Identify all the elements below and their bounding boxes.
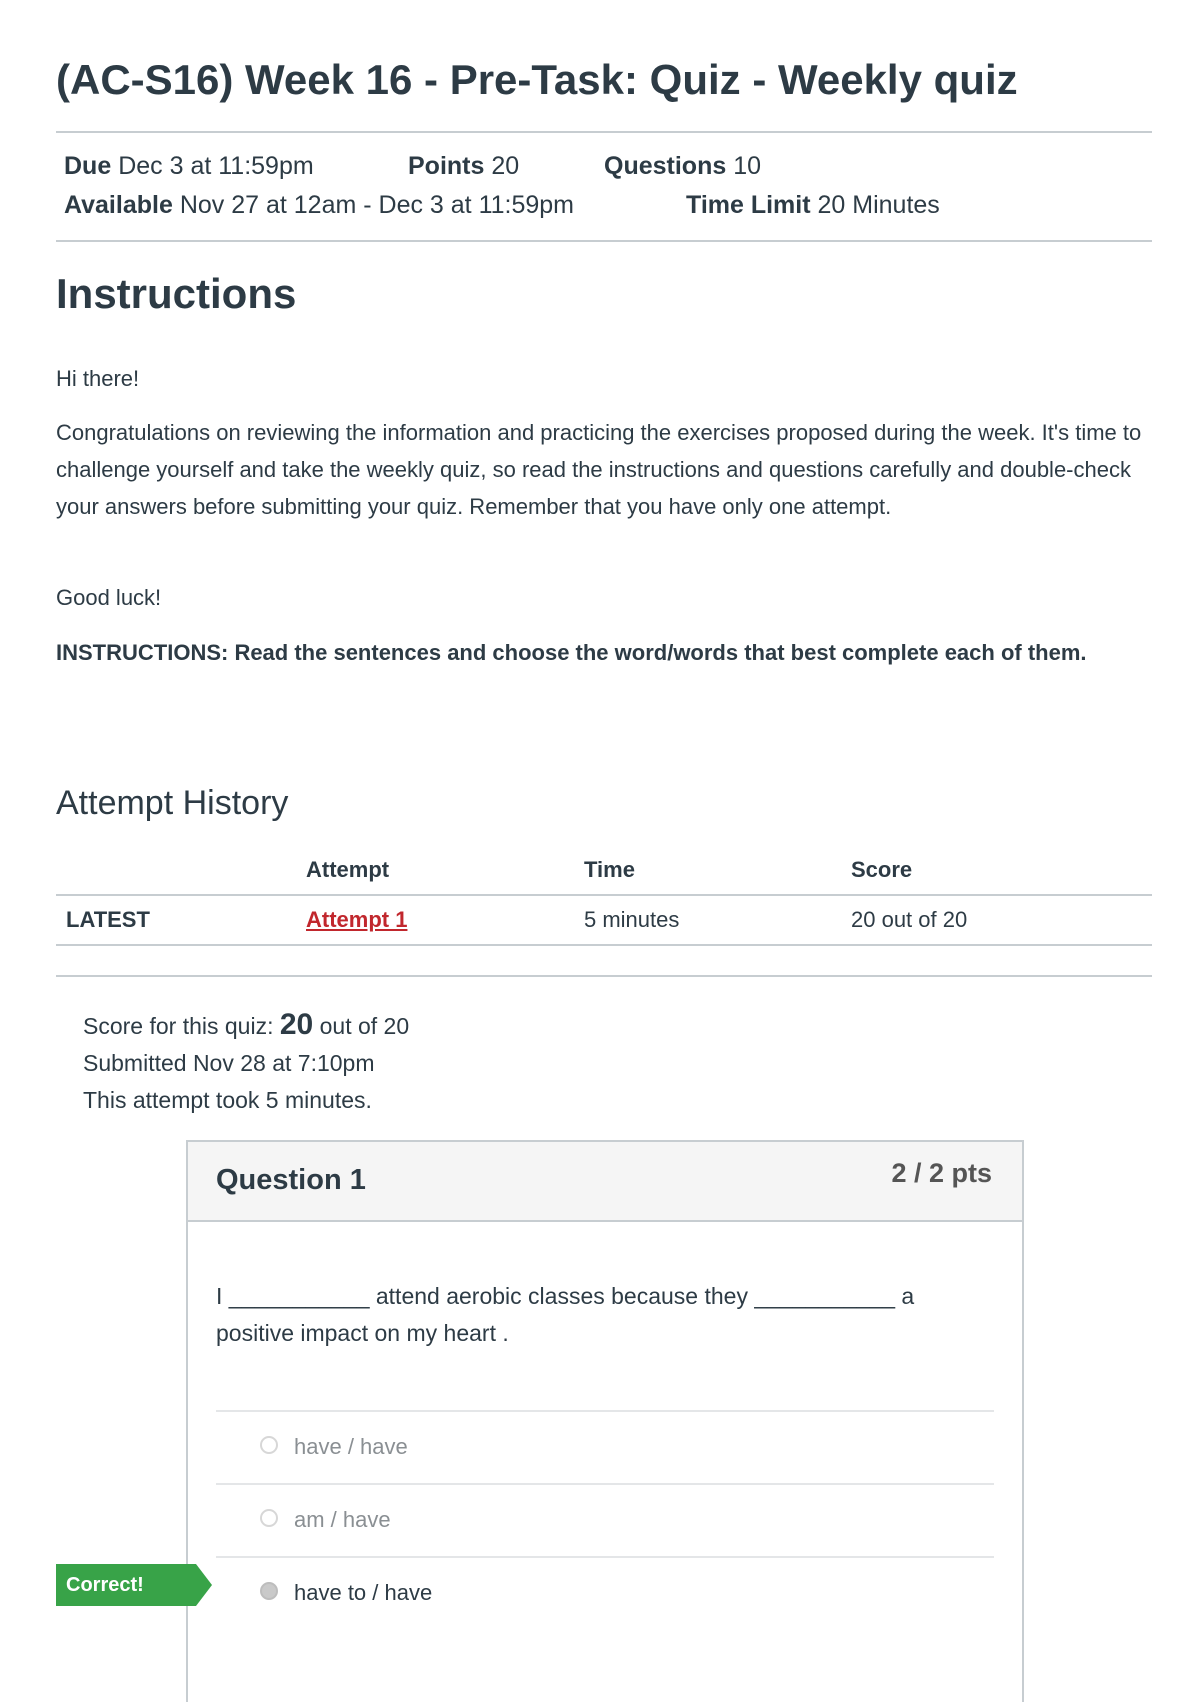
due-value: Dec 3 at 11:59pm (118, 152, 314, 180)
available-info (64, 191, 574, 220)
instructions-good-luck: Good luck! (56, 585, 162, 610)
answer-option[interactable] (216, 1483, 994, 1556)
score-suffix: out of 20 (319, 1013, 410, 1039)
answer-label: am / have (294, 1507, 391, 1532)
time-cell: 5 minutes (584, 895, 851, 945)
question-card (186, 1140, 1024, 1702)
question-text: I ___________ attend aerobic classes because they ___________ a positive impact on my heart . (216, 1283, 915, 1346)
score-line (83, 1006, 409, 1045)
time-limit-value: 20 Minutes (817, 191, 940, 219)
question-points: 2 / 2 pts (891, 1158, 992, 1188)
question-header (188, 1142, 1022, 1222)
answer-option-selected[interactable] (216, 1556, 994, 1629)
due-label: Due (64, 152, 112, 180)
score-prefix: Score for this quiz: (83, 1013, 274, 1039)
table-header-row (56, 846, 1152, 895)
questions-value: 10 (733, 152, 762, 180)
divider (56, 131, 1152, 133)
available-value: Nov 27 at 12am - Dec 3 at 11:59pm (179, 191, 575, 219)
questions-info (604, 152, 761, 181)
time-limit-label: Time Limit (686, 191, 811, 219)
instructions-heading: Instructions (56, 270, 297, 317)
table-row (56, 895, 1152, 945)
attempt-link[interactable]: Attempt 1 (306, 907, 408, 932)
answer-label: have / have (294, 1434, 408, 1459)
divider (56, 975, 1152, 977)
column-header-label (56, 846, 306, 895)
correct-answer-flag: Correct! (56, 1564, 196, 1606)
answer-label: have to / have (294, 1580, 433, 1605)
available-label: Available (64, 191, 173, 219)
time-limit-info (686, 191, 940, 220)
instructions-greeting: Hi there! (56, 366, 140, 391)
attempt-cell (306, 895, 584, 945)
questions-label: Questions (604, 152, 727, 180)
points-value: 20 (491, 152, 520, 180)
instructions-body: Congratulations on reviewing the information and practicing the exercises proposed during the week. It's time to challenge yourself and take the weekly quiz, so read the instructions and questions carefully and double-check your answers before submitting your quiz. Remember that you have only one attempt. (56, 420, 1142, 519)
due-info (64, 152, 314, 181)
latest-label: LATEST (56, 895, 306, 945)
attempt-history-table (56, 846, 1152, 946)
instructions-directive: INSTRUCTIONS: Read the sentences and choose the word/words that best complete each of them. (56, 640, 1087, 665)
score-value: 20 (279, 1008, 314, 1041)
radio-button[interactable] (260, 1436, 278, 1454)
submitted-time: Submitted Nov 28 at 7:10pm (83, 1050, 375, 1076)
points-info (408, 152, 519, 181)
divider (56, 240, 1152, 242)
answer-option[interactable] (216, 1410, 994, 1483)
column-header-score: Score (851, 846, 1152, 895)
page-title: (AC-S16) Week 16 - Pre-Task: Quiz - Weekly quiz (56, 56, 1018, 103)
question-name: Question 1 (216, 1164, 366, 1196)
score-cell: 20 out of 20 (851, 895, 1152, 945)
points-label: Points (408, 152, 485, 180)
column-header-attempt: Attempt (306, 846, 584, 895)
answer-list (216, 1410, 994, 1629)
quiz-result (83, 1006, 409, 1119)
radio-button[interactable] (260, 1509, 278, 1527)
radio-button-checked[interactable] (260, 1582, 278, 1600)
column-header-time: Time (584, 846, 851, 895)
attempt-duration: This attempt took 5 minutes. (83, 1087, 372, 1113)
attempt-history-heading: Attempt History (56, 784, 289, 822)
